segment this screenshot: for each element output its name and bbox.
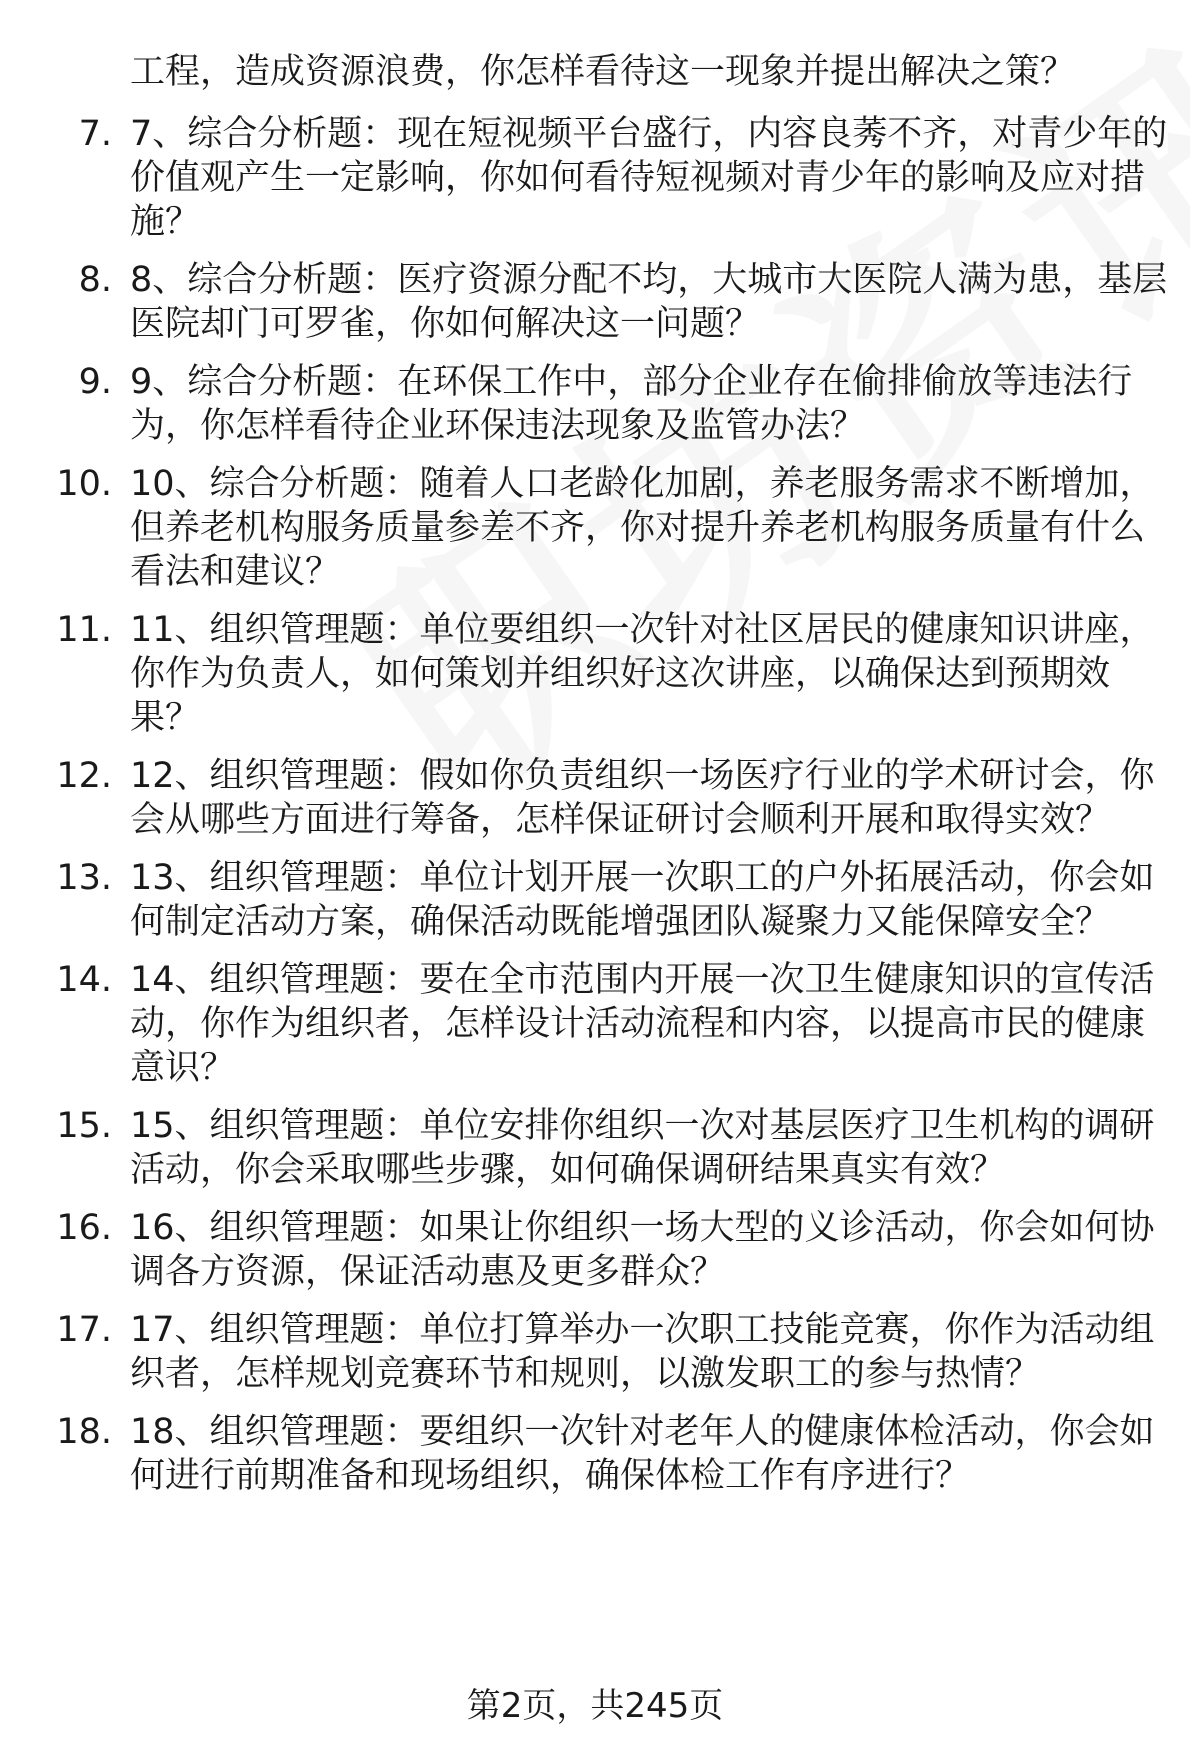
question-list	[0, 112, 1190, 1512]
question-item	[0, 856, 1190, 944]
question-number: 10.	[56, 464, 112, 504]
question-item	[0, 754, 1190, 842]
question-item	[0, 958, 1190, 1090]
question-item	[0, 608, 1190, 740]
question-number: 16.	[56, 1208, 112, 1248]
question-number: 11.	[56, 610, 112, 650]
question-item	[0, 258, 1190, 346]
question-item	[0, 1206, 1190, 1294]
question-text: 14、组织管理题：要在全市范围内开展一次卫生健康知识的宣传活动，你作为组织者，怎样设计活动流程和内容，以提高市民的健康意识？	[130, 960, 1155, 1088]
question-number: 8.	[78, 260, 112, 300]
question-number: 14.	[56, 960, 112, 1000]
question-text: 13、组织管理题：单位计划开展一次职工的户外拓展活动，你会如何制定活动方案，确保活动既能增强团队凝聚力又能保障安全？	[130, 858, 1155, 942]
question-number: 18.	[56, 1412, 112, 1452]
question-item	[0, 1104, 1190, 1192]
question-text: 7、综合分析题：现在短视频平台盛行，内容良莠不齐，对青少年的价值观产生一定影响，你如何看待短视频对青少年的影响及应对措施？	[130, 114, 1168, 242]
question-text: 12、组织管理题：假如你负责组织一场医疗行业的学术研讨会，你会从哪些方面进行筹备，怎样保证研讨会顺利开展和取得实效？	[130, 756, 1155, 840]
question-number: 7.	[78, 114, 112, 154]
question-text: 10、综合分析题：随着人口老龄化加剧，养老服务需求不断增加，但养老机构服务质量参差不齐，你对提升养老机构服务质量有什么看法和建议？	[130, 464, 1155, 592]
question-item	[0, 112, 1190, 244]
question-item	[0, 1410, 1190, 1498]
question-number: 12.	[56, 756, 112, 796]
question-number: 13.	[56, 858, 112, 898]
page-footer: 第2页，共245页	[466, 1686, 724, 1726]
question-text: 11、组织管理题：单位要组织一次针对社区居民的健康知识讲座，你作为负责人，如何策划并组织好这次讲座，以确保达到预期效果？	[130, 610, 1155, 738]
continuation-text: 工程，造成资源浪费，你怎样看待这一现象并提出解决之策？	[130, 52, 1076, 92]
question-number: 9.	[78, 362, 112, 402]
question-text: 9、综合分析题：在环保工作中，部分企业存在偷排偷放等违法行为，你怎样看待企业环保违法现象及监管办法？	[130, 362, 1133, 446]
question-item	[0, 1308, 1190, 1396]
question-text: 15、组织管理题：单位安排你组织一次对基层医疗卫生机构的调研活动，你会采取哪些步骤，如何确保调研结果真实有效？	[130, 1106, 1155, 1190]
question-item	[0, 360, 1190, 448]
question-number: 15.	[56, 1106, 112, 1146]
question-text: 8、综合分析题：医疗资源分配不均，大城市大医院人满为患，基层医院却门可罗雀，你如何解决这一问题？	[130, 260, 1168, 344]
question-text: 17、组织管理题：单位打算举办一次职工技能竞赛，你作为活动组织者，怎样规划竞赛环节和规则，以激发职工的参与热情？	[130, 1310, 1155, 1394]
question-item	[0, 462, 1190, 594]
question-text: 18、组织管理题：要组织一次针对老年人的健康体检活动，你会如何进行前期准备和现场组织，确保体检工作有序进行？	[130, 1412, 1155, 1496]
question-text: 16、组织管理题：如果让你组织一场大型的义诊活动，你会如何协调各方资源，保证活动惠及更多群众？	[130, 1208, 1155, 1292]
question-number: 17.	[56, 1310, 112, 1350]
